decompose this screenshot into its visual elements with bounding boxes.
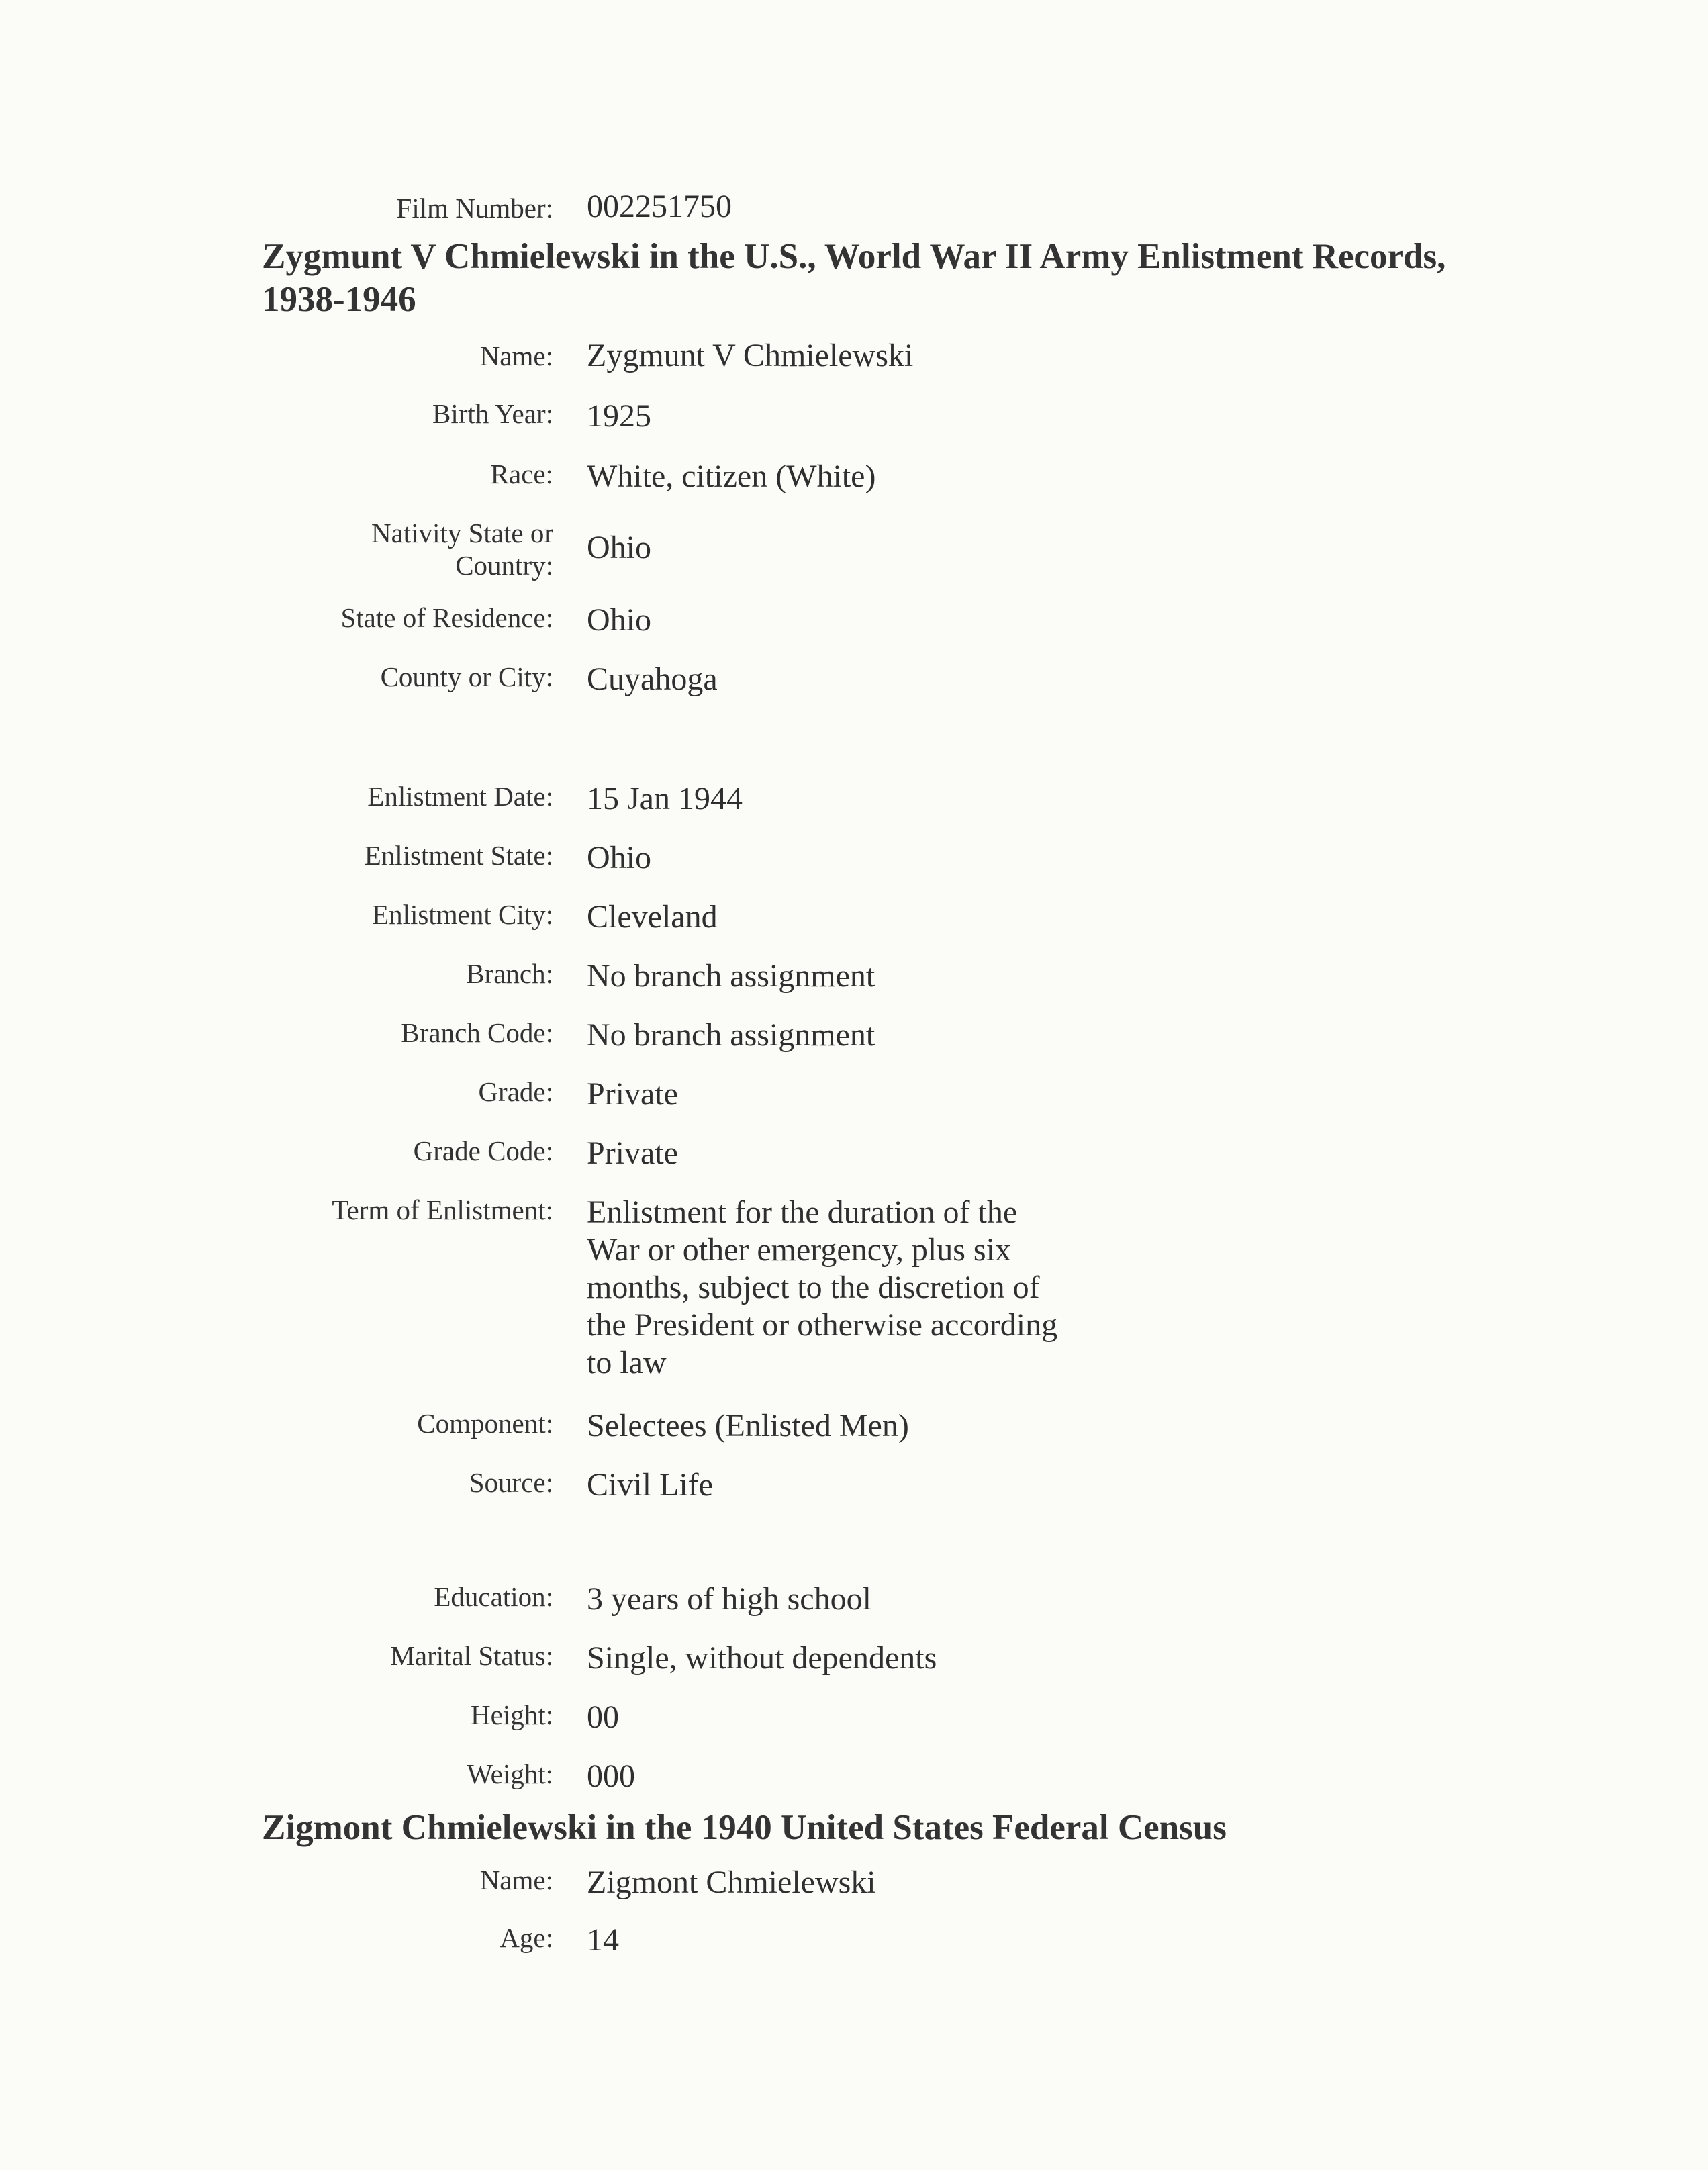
field-value: Ohio [587, 530, 651, 565]
field-label: Grade: [478, 1076, 553, 1107]
field-value: 1925 [587, 398, 651, 434]
field-label: Age: [500, 1922, 553, 1953]
field-label: Component: [417, 1408, 553, 1439]
field-label: Term of Enlistment: [332, 1194, 553, 1225]
field-label: Film Number: [396, 193, 553, 224]
field-value: White, citizen (White) [587, 459, 876, 494]
field-value: 002251750 [587, 189, 732, 224]
field-label: Birth Year: [432, 398, 553, 429]
field-value: 15 Jan 1944 [587, 781, 743, 816]
field-value: Civil Life [587, 1467, 713, 1503]
field-label: Branch Code: [401, 1017, 553, 1048]
field-label: Grade Code: [413, 1135, 553, 1166]
field-label: Height: [471, 1699, 553, 1730]
field-label: Source: [469, 1467, 553, 1498]
field-value: 3 years of high school [587, 1581, 871, 1617]
field-value: Zigmont Chmielewski [587, 1865, 876, 1900]
field-label: Name: [479, 1865, 553, 1895]
field-label: Enlistment City: [372, 899, 553, 930]
field-label: State of Residence: [340, 602, 553, 633]
field-value: Enlistment for the duration of the War or other emergency, plus six months, subject to the discretion of the President or otherwise according to law [587, 1194, 1058, 1380]
field-value: Zygmunt V Chmielewski [587, 338, 914, 373]
field-label: Race: [490, 459, 553, 489]
field-value: 14 [587, 1922, 619, 1958]
field-value: Ohio [587, 840, 651, 876]
census-record-title: Zigmont Chmielewski in the 1940 United States Federal Census [262, 1808, 1227, 1847]
field-value: 000 [587, 1758, 635, 1794]
field-label: Education: [434, 1581, 553, 1612]
field-value: Private [587, 1135, 678, 1171]
field-label: Branch: [466, 958, 553, 989]
field-value: No branch assignment [587, 958, 875, 994]
field-value: Cleveland [587, 899, 718, 935]
field-value: No branch assignment [587, 1017, 875, 1053]
field-value: Single, without dependents [587, 1640, 937, 1676]
field-label: County or City: [380, 661, 553, 692]
field-label: Enlistment State: [364, 840, 553, 871]
field-value: 00 [587, 1699, 619, 1735]
field-label: Marital Status: [390, 1640, 553, 1671]
field-value: Ohio [587, 602, 651, 638]
field-label: Enlistment Date: [367, 781, 553, 812]
field-value: Cuyahoga [587, 661, 718, 697]
field-value: Selectees (Enlisted Men) [587, 1408, 909, 1444]
field-label: Name: [479, 340, 553, 371]
enlistment-record-title: Zygmunt V Chmielewski in the U.S., World War II Army Enlistment Records, 1938-1946 [262, 237, 1446, 319]
field-label: Weight: [467, 1758, 553, 1789]
field-label: Nativity State or Country: [371, 518, 553, 581]
field-value: Private [587, 1076, 678, 1112]
